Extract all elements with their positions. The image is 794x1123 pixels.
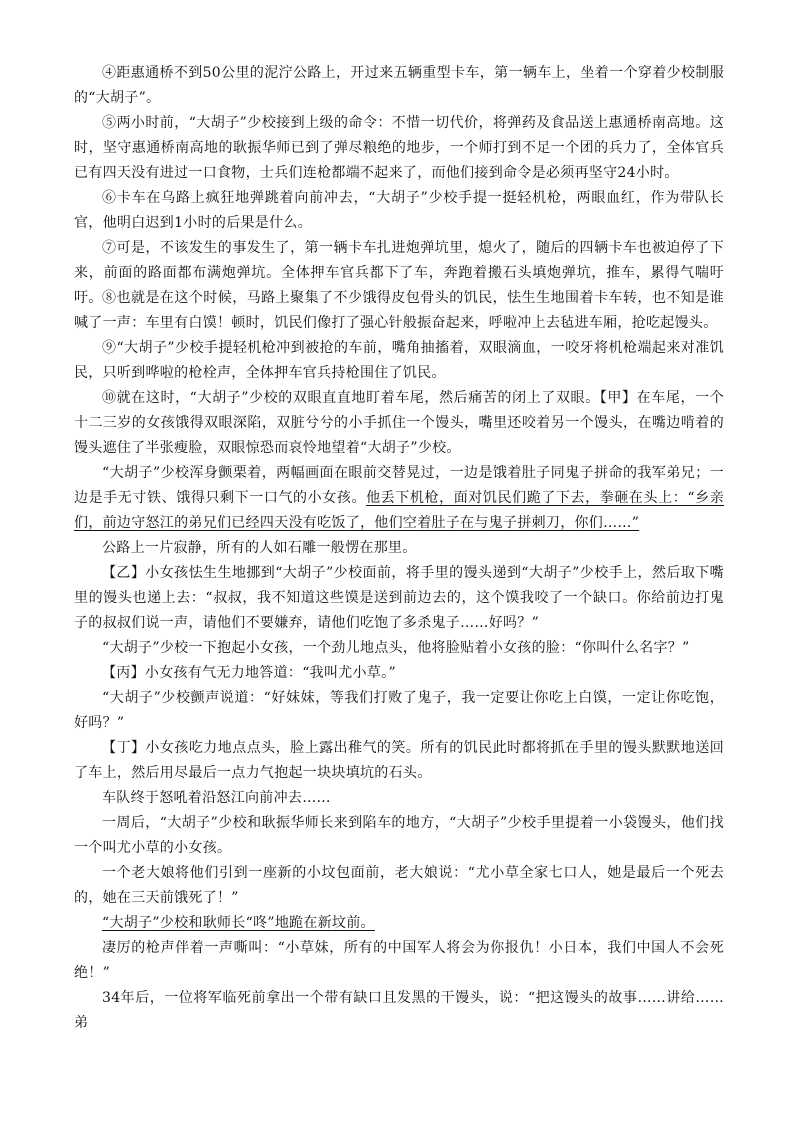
paragraph-22: 凄厉的枪声伴着一声嘶叫：“小草妹，所有的中国军人将会为你报仇！小日本，我们中国人不会死绝！”	[74, 940, 724, 981]
paragraph-23: 34年后，一位将军临死前拿出一个带有缺口且发黑的干馒头，说：“把这馒头的故事……讲给……弟	[74, 990, 724, 1031]
underlined-sentence-b: “大胡子”少校和耿师长“咚”地跪在新坟前。	[102, 915, 375, 931]
paragraph-17: 【丁】小女孩吃力地点点头，脸上露出稚气的笑。所有的饥民此时都将抓在手里的馒头默默地送回了车上，然后用尽最后一点力气抱起一块块填坑的石头。	[74, 740, 724, 781]
paragraph-19: 一周后，“大胡子”少校和耿振华师长来到陷车的地方，“大胡子”少校手里提着一小袋馒头，他们找一个叫尤小草的小女孩。	[74, 815, 724, 856]
paragraph-13: 【乙】小女孩怯生生地挪到“大胡子”少校面前，将手里的馒头递到“大胡子”少校手上，然后取下嘴里的馒头也递上去：“叔叔，我不知道这些馍是送到前边去的，这个馍我咬了一个缺口。你给前边打鬼子的叔叔们说一声，请他们不要嫌弃，请他们吃饱了多杀鬼子……好吗？”	[74, 565, 724, 631]
paragraph-20: 一个老大娘将他们引到一座新的小坟包面前，老大娘说：“尤小草全家七口人，她是最后一个死去的，她在三天前饿死了！”	[74, 865, 724, 906]
paragraph-7: ⑦可是，不该发生的事发生了，第一辆卡车扎进炮弹坑里，熄火了，随后的四辆卡车也被迫停了下来，前面的路面都布满炮弹坑。全体押车官兵都下了车，奔跑着搬石头填炮弹坑，推车，累得气喘吁吁。	[74, 240, 724, 306]
paragraph-12: 公路上一片寂静，所有的人如石雕一般愣在那里。	[102, 540, 417, 556]
paragraph-16: “大胡子”少校颤声说道：“好妹妹，等我们打败了鬼子，我一定要让你吃上白馍，一定让你吃饱，好吗？”	[74, 690, 724, 731]
paragraph-6: ⑥卡车在乌路上疯狂地弹跳着向前冲去，“大胡子”少校手提一挺轻机枪，两眼血红，作为带队长官，他明白迟到1小时的后果是什么。	[74, 190, 724, 231]
paragraph-5: ⑤两小时前，“大胡子”少校接到上级的命令：不惜一切代价，将弹药及食品送上惠通桥南高地。这时，坚守惠通桥南高地的耿振华师已到了弹尽粮绝的地步，一个师打到不足一个团的兵力了，全体官兵已有四天没有进过一口食物，士兵们连枪都端不起来了，而他们接到命令是必须再坚守24小时。	[74, 115, 724, 181]
paragraph-10: ⑩就在这时，“大胡子”少校的双眼直直地盯着车尾，然后痛苦的闭上了双眼。【甲】在车尾，一个十二三岁的女孩饿得双眼深陷，双脏兮兮的小手抓住一个馒头，嘴里还咬着另一个馒头，在嘴边啃着的馒头遮住了半张瘦脸，双眼惊恐而哀怜地望着“大胡子”少校。	[74, 390, 724, 456]
paragraph-15: 【丙】小女孩有气无力地答道：“我叫尤小草。”	[102, 665, 396, 681]
paragraph-21	[74, 911, 724, 936]
underlined-sentence-a: 他丢下机枪，面对饥民们跪了下去，拳砸在头上：“乡亲们，前边守怒江的弟兄们已经四天没有吃饭了，他们空着肚子在与鬼子拼刺刀，你们……”	[74, 490, 725, 531]
paragraph-4: ④距惠通桥不到50公里的泥泞公路上，开过来五辆重型卡车，第一辆车上，坐着一个穿着少校制服的“大胡子”。	[74, 65, 724, 106]
paragraph-14: “大胡子”少校一下抱起小女孩，一个劲儿地点头，他将脸贴着小女孩的脸：“你叫什么名字？”	[102, 640, 690, 656]
paragraph-18: 车队终于怒吼着沿怒江向前冲去……	[102, 790, 331, 806]
paragraph-11: “大胡子”少校浑身颤栗着，两幅画面在眼前交替晃过，一边是饿着肚子同鬼子拼命的我军弟兄；一边是手无寸铁、饿得只剩下一口气的小女孩。他丢下机枪，面对饥民们跪了下去，拳砸在头上：“乡亲们，前边守怒江的弟兄们已经四天没有吃饭了，他们空着肚子在与鬼子拼刺刀，你们……”	[74, 465, 725, 531]
paragraph-8: ⑧也就是在这个时候，马路上聚集了不少饿得皮包骨头的饥民，怯生生地围着卡车转，也不知是谁喊了一声：车里有白馍！顿时，饥民们像打了强心针般振奋起来，呼啦冲上去毡进车厢，抢吃起馒头。	[74, 290, 724, 331]
paragraph-9: ⑨“大胡子”少校手提轻机枪冲到被抢的车前，嘴角抽搐着，双眼滴血，一咬牙将机枪端起来对准饥民，只听到哗啦的枪栓声，全体押车官兵持枪围住了饥民。	[74, 340, 724, 381]
